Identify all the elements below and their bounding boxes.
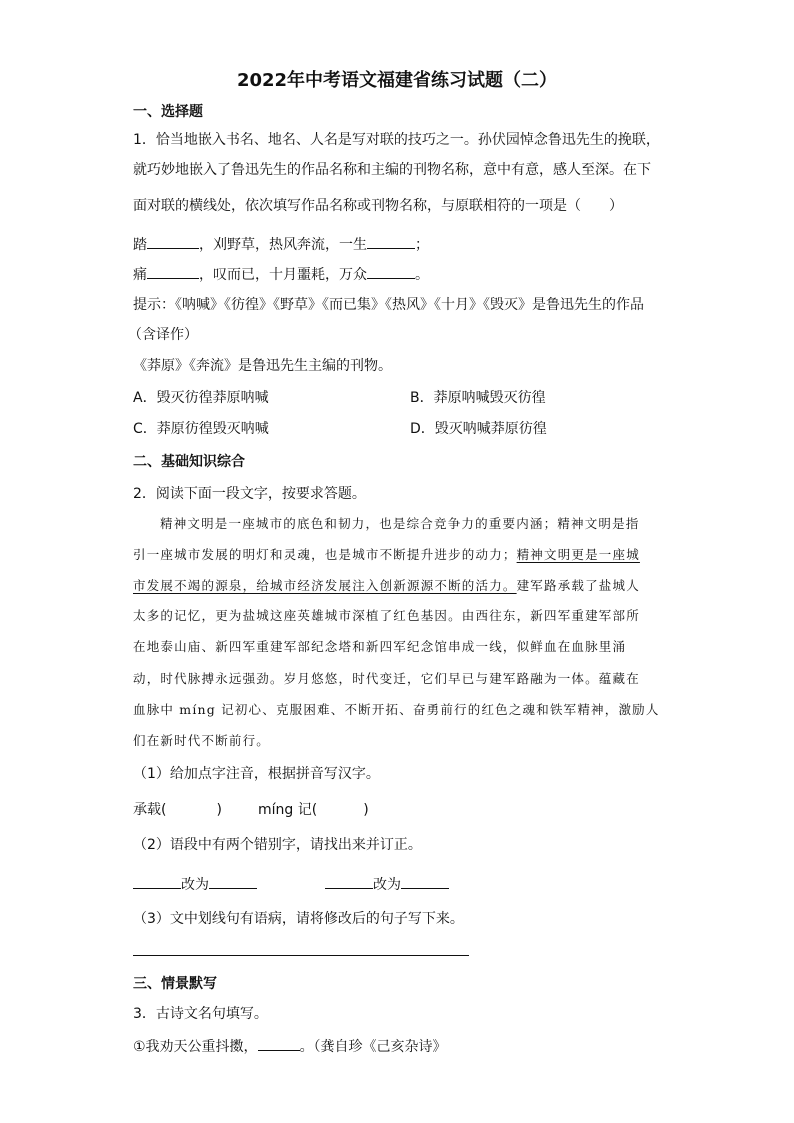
option-b[interactable]: B．莽原呐喊毁灭彷徨 — [410, 390, 546, 406]
couplet-1-end: ； — [415, 237, 429, 253]
passage-line-1: 精神文明是一座城市的底色和韧力，也是综合竞争力的重要内涵；精神文明是指 — [160, 516, 640, 531]
q2-intro: 2．阅读下面一段文字，按要求答题。 — [133, 486, 366, 502]
q2-sub-1: （1）给加点字注音，根据拼音写汉字。 — [133, 766, 380, 782]
couplet-line-2 — [133, 264, 429, 284]
q1-hint-line-3: 《莽原》《奔流》是鲁迅先生主编的刊物。 — [133, 358, 392, 374]
answer-blank[interactable] — [147, 234, 199, 249]
q1-stem-line-2: 就巧妙地嵌入了鲁迅先生的作品名称和主编的刊物名称，意中有意，感人至深。在下 — [133, 162, 651, 178]
couplet-2-end: 。 — [415, 267, 429, 283]
q3-intro: 3．古诗文名句填写。 — [133, 1006, 268, 1022]
couplet-1-start: 踏 — [133, 237, 147, 253]
q1-hint-line-1: 提示：《呐喊》《彷徨》《野草》《而已集》《热风》《十月》《毁灭》是鲁迅先生的作品 — [133, 297, 644, 313]
pinyin-item-2: míng 记( ) — [258, 802, 369, 818]
couplet-2-mid: ，叹而已，十月噩耗，万众 — [199, 267, 367, 283]
option-d[interactable]: D．毁灭呐喊莽原彷徨 — [410, 421, 547, 437]
q2-sub-2: （2）语段中有两个错别字，请找出来并订正。 — [133, 837, 422, 853]
answer-line[interactable] — [133, 955, 469, 956]
passage-line-3 — [133, 577, 640, 595]
section-heading-choice: 一、选择题 — [133, 104, 203, 120]
correction-item-2: 改为 — [325, 874, 449, 894]
correction-item-1: 改为 — [133, 874, 257, 894]
answer-blank[interactable] — [258, 1036, 300, 1051]
couplet-2-start: 痛 — [133, 267, 147, 283]
passage-line-6: 动，时代脉搏永远强劲。岁月悠悠，时代变迁，它们早已与建军路融为一体。蕴藏在 — [133, 671, 640, 686]
answer-blank[interactable] — [401, 874, 449, 889]
answer-blank[interactable] — [367, 234, 415, 249]
q3-line-1: ①我劝天公重抖擞， 。（龚自珍《己亥杂诗》 — [133, 1036, 447, 1056]
q2-sub-3: （3）文中划线句有语病，请将修改后的句子写下来。 — [133, 911, 464, 927]
answer-blank[interactable] — [325, 874, 373, 889]
answer-blank[interactable] — [133, 874, 181, 889]
underlined-sentence: 市发展不竭的源泉，给城市经济发展注入创新源源不断的活力。 — [133, 578, 517, 593]
q1-stem-line-1: 1．恰当地嵌入书名、地名、人名是写对联的技巧之一。孙伏园悼念鲁迅先生的挽联， — [133, 132, 660, 148]
option-c[interactable]: C．莽原彷徨毁灭呐喊 — [133, 421, 269, 437]
q1-hint-line-2: （含译作） — [128, 327, 198, 343]
pinyin-item-1: 承载( ) — [133, 802, 222, 818]
option-a[interactable]: A．毁灭彷徨莽原呐喊 — [133, 390, 269, 406]
couplet-line-1 — [133, 234, 429, 254]
answer-blank[interactable] — [367, 264, 415, 279]
passage-text: 建军路承载了盐城人 — [516, 578, 640, 593]
passage-line-4: 太多的记忆，更为盐城这座英雄城市深植了红色基因。由西往东，新四军重建军部所 — [133, 608, 640, 623]
answer-blank[interactable] — [147, 264, 199, 279]
passage-line-5: 在地泰山庙、新四军重建军部纪念塔和新四军纪念馆串成一线，似鲜血在血脉里涌 — [133, 639, 627, 654]
section-heading-recitation: 三、情景默写 — [133, 976, 217, 992]
answer-blank[interactable] — [209, 874, 257, 889]
q1-stem-line-3: 面对联的横线处，依次填写作品名称或刊物名称，与原联相符的一项是（ ） — [133, 198, 623, 214]
passage-line-2 — [133, 546, 640, 564]
passage-line-8: 们在新时代不断前行。 — [133, 733, 271, 748]
couplet-1-mid: ，刈野草，热风奔流，一生 — [199, 237, 367, 253]
underlined-sentence: 精神文明更是一座城 — [516, 547, 640, 562]
page-title: 2022年中考语文福建省练习试题（二） — [236, 70, 558, 91]
passage-text: 引一座城市发展的明灯和灵魂，也是城市不断提升进步的动力； — [133, 547, 517, 562]
passage-line-7: 血脉中 míng 记初心、克服困难、不断开拓、奋勇前行的红色之魂和铁军精神，激励人 — [133, 702, 660, 717]
section-heading-basics: 二、基础知识综合 — [133, 454, 245, 470]
